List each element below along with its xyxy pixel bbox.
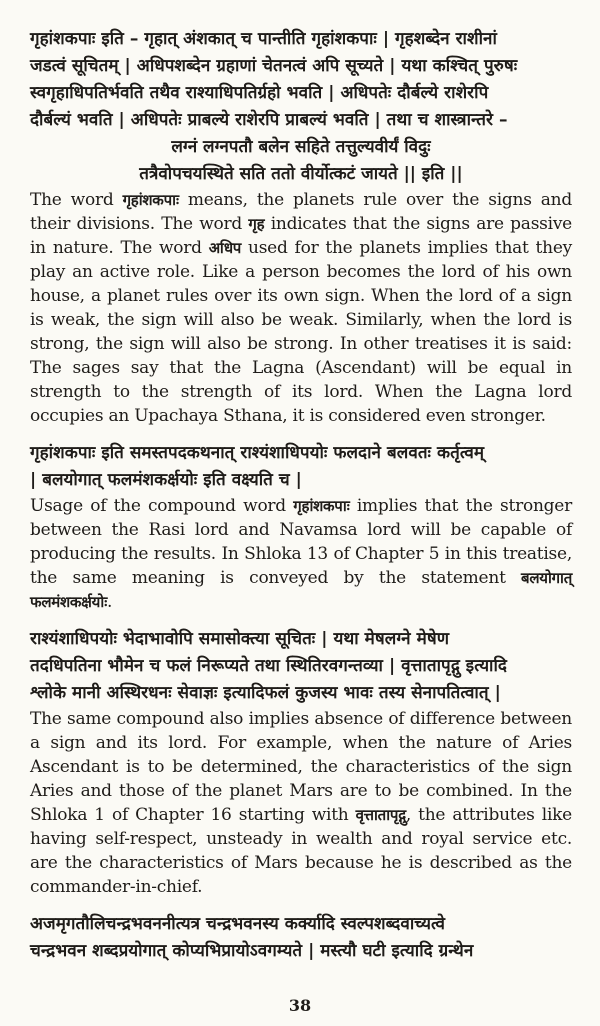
translation-paragraph-2 bbox=[30, 494, 572, 614]
text-run: The word bbox=[30, 190, 123, 210]
sanskrit-passage-3 bbox=[30, 626, 572, 707]
sanskrit-term: गृह bbox=[248, 215, 265, 233]
sanskrit-term: गृहांशकपाः bbox=[122, 191, 179, 209]
text-run: The same compound also implies absence of difference between a sign and its lord. For example, when the nature of Aries Ascendant is to be determined, the characteristics of the sign Aries and those of the planet Mars are to be combined. In the Shloka 1 of Chapter 16 starting with bbox=[30, 709, 572, 825]
sanskrit-line: | बलयोगात् फलमंशकर्क्षयोः इति वक्ष्यति च | bbox=[30, 470, 302, 490]
text-run: , the attributes like having self-respect, unsteady in wealth and royal service etc. are the characteristics of Mars because he is described as the commander-in-chief. bbox=[30, 805, 572, 897]
sanskrit-line: तदधिपतिना भौमेन च फलं निरूप्यते तथा स्थितिरवगन्तव्या | वृत्तातापृद्गु इत्यादि bbox=[30, 656, 507, 676]
translation-paragraph-1 bbox=[30, 188, 572, 428]
sanskrit-line: गृहांशकपाः इति – गृहात् अंशकात् च पान्तीति गृहांशकपाः | गृहशब्देन राशीनां bbox=[30, 29, 497, 49]
sanskrit-line: श्लोके मानी अस्थिरधनः सेवाज्ञः इत्यादिफलं कुजस्य भावः तस्य सेनापतित्वात् | bbox=[30, 683, 501, 703]
sanskrit-line: चन्द्रभवन शब्दप्रयोगात् कोप्यभिप्रायोऽवगम्यते | मस्त्यौ घटी इत्यादि ग्रन्थेन bbox=[30, 941, 474, 961]
sanskrit-line: स्वगृहाधिपतिर्भवति तथैव राश्याधिपतिर्ग्रहो भवति | अधिपतेः दौर्बल्ये राशेरपि bbox=[30, 83, 489, 103]
sanskrit-line: राश्यंशाधिपयोः भेदाभावोपि समासोक्त्या सूचितः | यथा मेषलग्ने मेषेण bbox=[30, 629, 450, 649]
text-run: indicates that the signs are passive in nature. The word bbox=[30, 214, 572, 258]
sanskrit-passage-1 bbox=[30, 26, 572, 188]
sanskrit-line: अजमृगतौलिचन्द्रभवननीत्यत्र चन्द्रभवनस्य कर्क्यादि स्वल्पशब्दवाच्यत्वे bbox=[30, 914, 446, 934]
text-run: Usage of the compound word bbox=[30, 496, 294, 516]
shloka-line: तत्रैवोपचयस्थिते सति ततो वीर्योत्कटं जायते || इति || bbox=[139, 164, 463, 184]
sanskrit-passage-2 bbox=[30, 440, 572, 494]
sanskrit-term: अधिप bbox=[208, 239, 242, 257]
text-run: implies that the stronger between the Rasi lord and Navamsa lord will be capable of producing the results. In Shloka 13 of Chapter 5 in this treatise, the same meaning is conveyed by the statement bbox=[30, 496, 572, 588]
sanskrit-term: गृहांशकपाः bbox=[293, 497, 350, 515]
sanskrit-line: गृहांशकपाः इति समस्तपदकथनात् राश्यंशाधिपयोः फलदाने बलवतः कर्तृत्वम् bbox=[30, 443, 485, 463]
text-run: used for the planets implies that they play an active role. Like a person becomes the lord of his own house, a planet rules over its own sign. When the lord of a sign is weak, the sign will also be weak. Similarly, when the lord is strong, the sign will also be strong. In other treatises it is said: The sages say that the Lagna (Ascendant) will be equal in strength to the strength of its lord. When the Lagna lord occupies an Upachaya Sthana, it is considered even stronger. bbox=[30, 238, 572, 426]
sanskrit-passage-4 bbox=[30, 911, 572, 965]
text-run: means, the planets rule over the signs and their divisions. The word bbox=[30, 190, 573, 234]
page-number: 38 bbox=[288, 996, 312, 1015]
translation-paragraph-3 bbox=[30, 707, 572, 899]
shloka-line: लग्नं लग्नपतौ बलेन सहिते तत्तुल्यवीर्यं विदुः bbox=[171, 137, 431, 157]
sanskrit-line: जडत्वं सूचितम् | अधिपशब्देन ग्रहाणां चेतनत्वं अपि सूच्यते | यथा कश्चित् पुरुषः bbox=[30, 56, 518, 76]
sanskrit-line: दौर्बल्यं भवति | अधिपतेः प्राबल्ये राशेरपि प्राबल्यं भवति | तथा च शास्त्रान्तरे – bbox=[30, 110, 508, 130]
sanskrit-term: वृत्तातापृद्गु bbox=[355, 806, 406, 824]
text-run: . bbox=[107, 592, 113, 612]
sanskrit-term: बलयोगात् फलमंशकर्क्षयोः bbox=[30, 569, 572, 611]
